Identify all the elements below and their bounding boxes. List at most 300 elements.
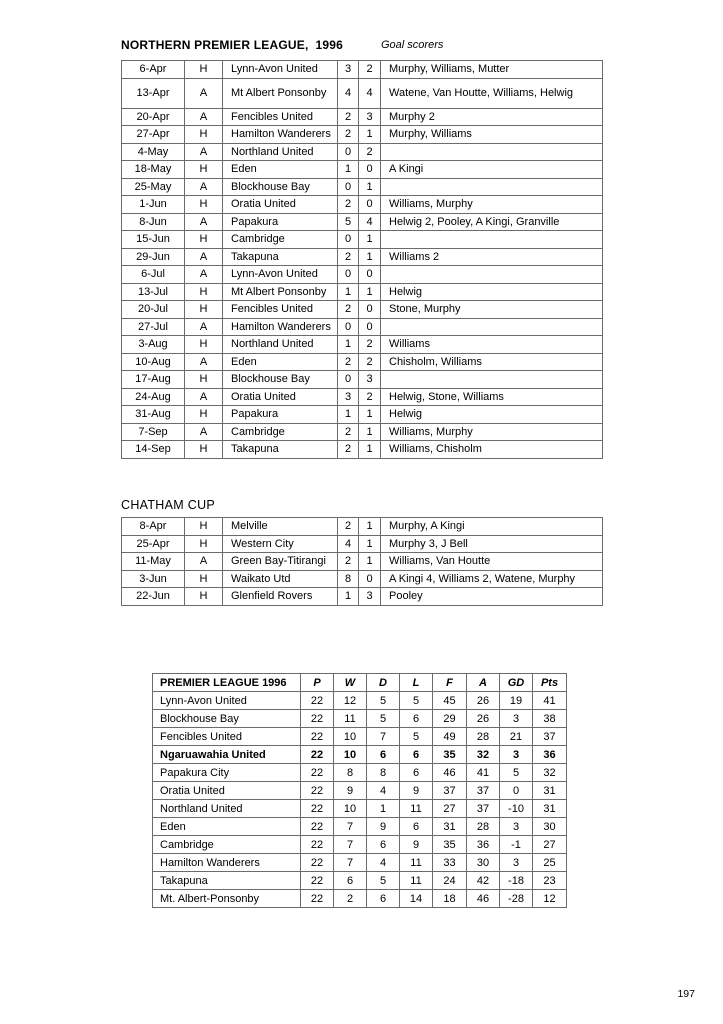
stat-w-cell: 12 (334, 692, 367, 710)
goals-against-cell: 0 (359, 196, 381, 214)
opponent-cell: Hamilton Wanderers (223, 318, 338, 336)
opponent-cell: Oratia United (223, 196, 338, 214)
match-row (122, 535, 603, 553)
goals-against-cell: 1 (359, 406, 381, 424)
stat-l-cell: 6 (400, 818, 433, 836)
team-name-cell: Papakura City (153, 764, 301, 782)
col-header-against: A (467, 674, 500, 692)
standings-row (153, 800, 567, 818)
stat-w-cell: 10 (334, 746, 367, 764)
goals-for-cell: 0 (338, 178, 359, 196)
stat-gd-cell: 0 (500, 782, 533, 800)
standings-row (153, 818, 567, 836)
match-date-cell: 8-Jun (122, 213, 185, 231)
standings-row (153, 764, 567, 782)
stat-a-cell: 37 (467, 800, 500, 818)
match-date-cell: 25-Apr (122, 535, 185, 553)
goals-against-cell: 0 (359, 161, 381, 179)
goals-for-cell: 1 (338, 406, 359, 424)
venue-cell: A (185, 318, 223, 336)
match-row (122, 78, 603, 108)
goals-against-cell: 3 (359, 588, 381, 606)
venue-cell: H (185, 535, 223, 553)
match-row (122, 570, 603, 588)
stat-l-cell: 9 (400, 782, 433, 800)
match-row (122, 371, 603, 389)
goals-for-cell: 1 (338, 161, 359, 179)
stat-l-cell: 6 (400, 746, 433, 764)
standings-row (153, 890, 567, 908)
opponent-cell: Papakura (223, 406, 338, 424)
goals-against-cell: 1 (359, 518, 381, 536)
match-date-cell: 20-Jul (122, 301, 185, 319)
stat-f-cell: 45 (433, 692, 467, 710)
scorers-cell: Williams, Murphy (381, 196, 603, 214)
stat-l-cell: 14 (400, 890, 433, 908)
match-row (122, 353, 603, 371)
match-row (122, 126, 603, 144)
stat-gd-cell: 5 (500, 764, 533, 782)
stat-pts-cell: 32 (533, 764, 567, 782)
goals-for-cell: 0 (338, 318, 359, 336)
scorers-cell (381, 143, 603, 161)
scorers-cell: Williams (381, 336, 603, 354)
venue-cell: A (185, 143, 223, 161)
venue-cell: A (185, 266, 223, 284)
match-row (122, 588, 603, 606)
opponent-cell: Melville (223, 518, 338, 536)
scorers-cell: Williams, Van Houtte (381, 553, 603, 571)
goals-against-cell: 4 (359, 213, 381, 231)
venue-cell: H (185, 371, 223, 389)
venue-cell: H (185, 336, 223, 354)
venue-cell: A (185, 78, 223, 108)
scorers-cell (381, 231, 603, 249)
goals-for-cell: 2 (338, 126, 359, 144)
match-row (122, 178, 603, 196)
stat-w-cell: 9 (334, 782, 367, 800)
scorers-cell: Murphy, A Kingi (381, 518, 603, 536)
stat-d-cell: 5 (367, 710, 400, 728)
standings-row (153, 728, 567, 746)
venue-cell: H (185, 283, 223, 301)
scorers-cell (381, 178, 603, 196)
stat-l-cell: 9 (400, 836, 433, 854)
scorers-cell: Pooley (381, 588, 603, 606)
stat-p-cell: 22 (301, 764, 334, 782)
opponent-cell: Northland United (223, 336, 338, 354)
goals-against-cell: 3 (359, 108, 381, 126)
stat-l-cell: 5 (400, 692, 433, 710)
scorers-cell: Murphy 2 (381, 108, 603, 126)
venue-cell: H (185, 126, 223, 144)
opponent-cell: Papakura (223, 213, 338, 231)
opponent-cell: Cambridge (223, 231, 338, 249)
stat-d-cell: 5 (367, 872, 400, 890)
stat-d-cell: 4 (367, 854, 400, 872)
stat-f-cell: 35 (433, 836, 467, 854)
goals-for-cell: 0 (338, 143, 359, 161)
stat-w-cell: 10 (334, 800, 367, 818)
match-date-cell: 15-Jun (122, 231, 185, 249)
col-header-drawn: D (367, 674, 400, 692)
col-header-lost: L (400, 674, 433, 692)
goals-for-cell: 2 (338, 518, 359, 536)
stat-w-cell: 7 (334, 854, 367, 872)
opponent-cell: Glenfield Rovers (223, 588, 338, 606)
goals-against-cell: 1 (359, 248, 381, 266)
match-row (122, 196, 603, 214)
opponent-cell: Blockhouse Bay (223, 178, 338, 196)
stat-pts-cell: 23 (533, 872, 567, 890)
stat-p-cell: 22 (301, 710, 334, 728)
match-row (122, 301, 603, 319)
scorers-cell: Stone, Murphy (381, 301, 603, 319)
stat-pts-cell: 27 (533, 836, 567, 854)
stat-a-cell: 28 (467, 818, 500, 836)
stat-l-cell: 11 (400, 800, 433, 818)
stat-gd-cell: -28 (500, 890, 533, 908)
scorers-cell: Helwig (381, 283, 603, 301)
goals-against-cell: 1 (359, 441, 381, 459)
goals-against-cell: 1 (359, 126, 381, 144)
league-title: NORTHERN PREMIER LEAGUE, 1996 (121, 38, 344, 52)
scorers-cell (381, 266, 603, 284)
team-name-cell: Fencibles United (153, 728, 301, 746)
opponent-cell: Western City (223, 535, 338, 553)
venue-cell: A (185, 248, 223, 266)
venue-cell: H (185, 570, 223, 588)
goals-for-cell: 0 (338, 266, 359, 284)
opponent-cell: Northland United (223, 143, 338, 161)
goals-against-cell: 1 (359, 535, 381, 553)
goals-for-cell: 2 (338, 423, 359, 441)
venue-cell: A (185, 353, 223, 371)
stat-a-cell: 36 (467, 836, 500, 854)
scorers-cell: A Kingi 4, Williams 2, Watene, Murphy (381, 570, 603, 588)
opponent-cell: Waikato Utd (223, 570, 338, 588)
stat-d-cell: 9 (367, 818, 400, 836)
stat-pts-cell: 31 (533, 782, 567, 800)
goals-for-cell: 2 (338, 353, 359, 371)
stat-f-cell: 46 (433, 764, 467, 782)
stat-f-cell: 31 (433, 818, 467, 836)
goals-for-cell: 0 (338, 231, 359, 249)
goals-for-cell: 1 (338, 283, 359, 301)
goals-against-cell: 2 (359, 143, 381, 161)
stat-a-cell: 28 (467, 728, 500, 746)
goals-for-cell: 2 (338, 248, 359, 266)
scorers-cell: Watene, Van Houtte, Williams, Helwig (381, 78, 603, 108)
stat-f-cell: 49 (433, 728, 467, 746)
standings-row (153, 854, 567, 872)
match-row (122, 108, 603, 126)
venue-cell: A (185, 213, 223, 231)
stat-p-cell: 22 (301, 854, 334, 872)
stat-f-cell: 37 (433, 782, 467, 800)
cup-results-table (121, 517, 603, 606)
col-header-points: Pts (533, 674, 567, 692)
stat-w-cell: 8 (334, 764, 367, 782)
col-header-played: P (301, 674, 334, 692)
goals-against-cell: 0 (359, 266, 381, 284)
stat-gd-cell: 21 (500, 728, 533, 746)
stat-f-cell: 33 (433, 854, 467, 872)
goals-against-cell: 2 (359, 353, 381, 371)
opponent-cell: Hamilton Wanderers (223, 126, 338, 144)
opponent-cell: Eden (223, 161, 338, 179)
match-row (122, 518, 603, 536)
stat-d-cell: 1 (367, 800, 400, 818)
venue-cell: A (185, 388, 223, 406)
goals-for-cell: 3 (338, 388, 359, 406)
opponent-cell: Cambridge (223, 423, 338, 441)
standings-row (153, 692, 567, 710)
stat-pts-cell: 41 (533, 692, 567, 710)
match-date-cell: 31-Aug (122, 406, 185, 424)
stat-d-cell: 6 (367, 836, 400, 854)
venue-cell: A (185, 108, 223, 126)
goals-for-cell: 2 (338, 301, 359, 319)
team-name-cell: Takapuna (153, 872, 301, 890)
goals-against-cell: 2 (359, 336, 381, 354)
stat-gd-cell: -1 (500, 836, 533, 854)
stat-pts-cell: 31 (533, 800, 567, 818)
match-date-cell: 18-May (122, 161, 185, 179)
stat-p-cell: 22 (301, 836, 334, 854)
stat-p-cell: 22 (301, 782, 334, 800)
match-date-cell: 14-Sep (122, 441, 185, 459)
league-heading (121, 38, 602, 56)
goals-against-cell: 0 (359, 570, 381, 588)
stat-d-cell: 7 (367, 728, 400, 746)
goals-against-cell: 2 (359, 388, 381, 406)
venue-cell: H (185, 301, 223, 319)
match-row (122, 388, 603, 406)
league-results-table (121, 60, 603, 459)
stat-gd-cell: -18 (500, 872, 533, 890)
match-date-cell: 17-Aug (122, 371, 185, 389)
team-name-cell: Oratia United (153, 782, 301, 800)
stat-gd-cell: 3 (500, 854, 533, 872)
col-header-for: F (433, 674, 467, 692)
match-date-cell: 29-Jun (122, 248, 185, 266)
opponent-cell: Mt Albert Ponsonby (223, 78, 338, 108)
venue-cell: H (185, 518, 223, 536)
venue-cell: A (185, 553, 223, 571)
scorers-cell: Chisholm, Williams (381, 353, 603, 371)
goal-scorers-label: Goal scorers (381, 39, 444, 51)
opponent-cell: Green Bay-Titirangi (223, 553, 338, 571)
stat-pts-cell: 38 (533, 710, 567, 728)
stat-a-cell: 41 (467, 764, 500, 782)
venue-cell: H (185, 61, 223, 79)
match-date-cell: 20-Apr (122, 108, 185, 126)
stat-l-cell: 11 (400, 872, 433, 890)
match-date-cell: 1-Jun (122, 196, 185, 214)
goals-for-cell: 1 (338, 588, 359, 606)
stat-d-cell: 5 (367, 692, 400, 710)
goals-against-cell: 1 (359, 553, 381, 571)
match-date-cell: 11-May (122, 553, 185, 571)
stat-pts-cell: 12 (533, 890, 567, 908)
stat-p-cell: 22 (301, 890, 334, 908)
match-date-cell: 7-Sep (122, 423, 185, 441)
match-row (122, 143, 603, 161)
team-name-cell: Hamilton Wanderers (153, 854, 301, 872)
opponent-cell: Takapuna (223, 441, 338, 459)
standings-row (153, 710, 567, 728)
goals-for-cell: 4 (338, 535, 359, 553)
goals-against-cell: 3 (359, 371, 381, 389)
team-name-cell: Eden (153, 818, 301, 836)
standings-title-cell: PREMIER LEAGUE 1996 (153, 674, 301, 692)
match-date-cell: 8-Apr (122, 518, 185, 536)
stat-f-cell: 29 (433, 710, 467, 728)
stat-p-cell: 22 (301, 728, 334, 746)
team-name-cell: Cambridge (153, 836, 301, 854)
stat-l-cell: 6 (400, 710, 433, 728)
scorers-cell: Murphy, Williams (381, 126, 603, 144)
stat-pts-cell: 25 (533, 854, 567, 872)
stat-w-cell: 2 (334, 890, 367, 908)
page-number: 197 (677, 988, 695, 1000)
col-header-goal-diff: GD (500, 674, 533, 692)
stat-pts-cell: 36 (533, 746, 567, 764)
goals-against-cell: 1 (359, 178, 381, 196)
opponent-cell: Fencibles United (223, 108, 338, 126)
goals-for-cell: 2 (338, 196, 359, 214)
stat-a-cell: 46 (467, 890, 500, 908)
stat-d-cell: 8 (367, 764, 400, 782)
scorers-cell: Helwig (381, 406, 603, 424)
standings-row (153, 872, 567, 890)
venue-cell: H (185, 441, 223, 459)
match-row (122, 283, 603, 301)
stat-p-cell: 22 (301, 692, 334, 710)
stat-gd-cell: 3 (500, 710, 533, 728)
match-row (122, 248, 603, 266)
goals-for-cell: 5 (338, 213, 359, 231)
venue-cell: H (185, 196, 223, 214)
goals-against-cell: 4 (359, 78, 381, 108)
scorers-cell: Helwig, Stone, Williams (381, 388, 603, 406)
venue-cell: H (185, 231, 223, 249)
goals-for-cell: 4 (338, 78, 359, 108)
match-date-cell: 27-Apr (122, 126, 185, 144)
stat-f-cell: 24 (433, 872, 467, 890)
scorers-cell: Helwig 2, Pooley, A Kingi, Granville (381, 213, 603, 231)
stat-f-cell: 18 (433, 890, 467, 908)
match-date-cell: 13-Apr (122, 78, 185, 108)
match-row (122, 266, 603, 284)
team-name-cell: Lynn-Avon United (153, 692, 301, 710)
match-row (122, 213, 603, 231)
opponent-cell: Oratia United (223, 388, 338, 406)
standings-row (153, 782, 567, 800)
goals-for-cell: 2 (338, 553, 359, 571)
stat-w-cell: 7 (334, 836, 367, 854)
scorers-cell (381, 318, 603, 336)
stat-p-cell: 22 (301, 872, 334, 890)
cup-results-body (122, 518, 603, 606)
stat-p-cell: 22 (301, 800, 334, 818)
match-row (122, 553, 603, 571)
scorers-cell: A Kingi (381, 161, 603, 179)
stat-pts-cell: 30 (533, 818, 567, 836)
league-results-body (122, 61, 603, 459)
goals-for-cell: 3 (338, 61, 359, 79)
stat-pts-cell: 37 (533, 728, 567, 746)
scorers-cell: Williams 2 (381, 248, 603, 266)
scorers-cell: Williams, Murphy (381, 423, 603, 441)
venue-cell: A (185, 423, 223, 441)
team-name-cell: Northland United (153, 800, 301, 818)
goals-for-cell: 8 (338, 570, 359, 588)
venue-cell: A (185, 178, 223, 196)
stat-d-cell: 4 (367, 782, 400, 800)
goals-for-cell: 2 (338, 441, 359, 459)
match-row (122, 336, 603, 354)
opponent-cell: Mt Albert Ponsonby (223, 283, 338, 301)
scorers-cell: Murphy, Williams, Mutter (381, 61, 603, 79)
match-row (122, 423, 603, 441)
stat-l-cell: 6 (400, 764, 433, 782)
standings-table (152, 673, 567, 908)
team-name-cell: Ngaruawahia United (153, 746, 301, 764)
standings-header-row (153, 674, 567, 692)
match-date-cell: 3-Aug (122, 336, 185, 354)
stat-p-cell: 22 (301, 746, 334, 764)
match-date-cell: 22-Jun (122, 588, 185, 606)
opponent-cell: Lynn-Avon United (223, 266, 338, 284)
stat-a-cell: 37 (467, 782, 500, 800)
opponent-cell: Fencibles United (223, 301, 338, 319)
standings-row (153, 836, 567, 854)
stat-gd-cell: 19 (500, 692, 533, 710)
opponent-cell: Eden (223, 353, 338, 371)
scorers-cell: Williams, Chisholm (381, 441, 603, 459)
scorers-cell (381, 371, 603, 389)
stat-w-cell: 10 (334, 728, 367, 746)
opponent-cell: Blockhouse Bay (223, 371, 338, 389)
match-row (122, 406, 603, 424)
venue-cell: H (185, 406, 223, 424)
stat-d-cell: 6 (367, 890, 400, 908)
match-date-cell: 27-Jul (122, 318, 185, 336)
stat-gd-cell: 3 (500, 746, 533, 764)
goals-for-cell: 0 (338, 371, 359, 389)
col-header-won: W (334, 674, 367, 692)
stat-l-cell: 5 (400, 728, 433, 746)
goals-against-cell: 1 (359, 231, 381, 249)
stat-w-cell: 11 (334, 710, 367, 728)
standings-row (153, 746, 567, 764)
stat-a-cell: 32 (467, 746, 500, 764)
match-date-cell: 6-Apr (122, 61, 185, 79)
opponent-cell: Takapuna (223, 248, 338, 266)
goals-against-cell: 0 (359, 318, 381, 336)
stat-a-cell: 26 (467, 710, 500, 728)
stat-p-cell: 22 (301, 818, 334, 836)
match-date-cell: 13-Jul (122, 283, 185, 301)
match-date-cell: 6-Jul (122, 266, 185, 284)
goals-against-cell: 2 (359, 61, 381, 79)
stat-gd-cell: 3 (500, 818, 533, 836)
venue-cell: H (185, 588, 223, 606)
match-date-cell: 25-May (122, 178, 185, 196)
goals-against-cell: 1 (359, 423, 381, 441)
